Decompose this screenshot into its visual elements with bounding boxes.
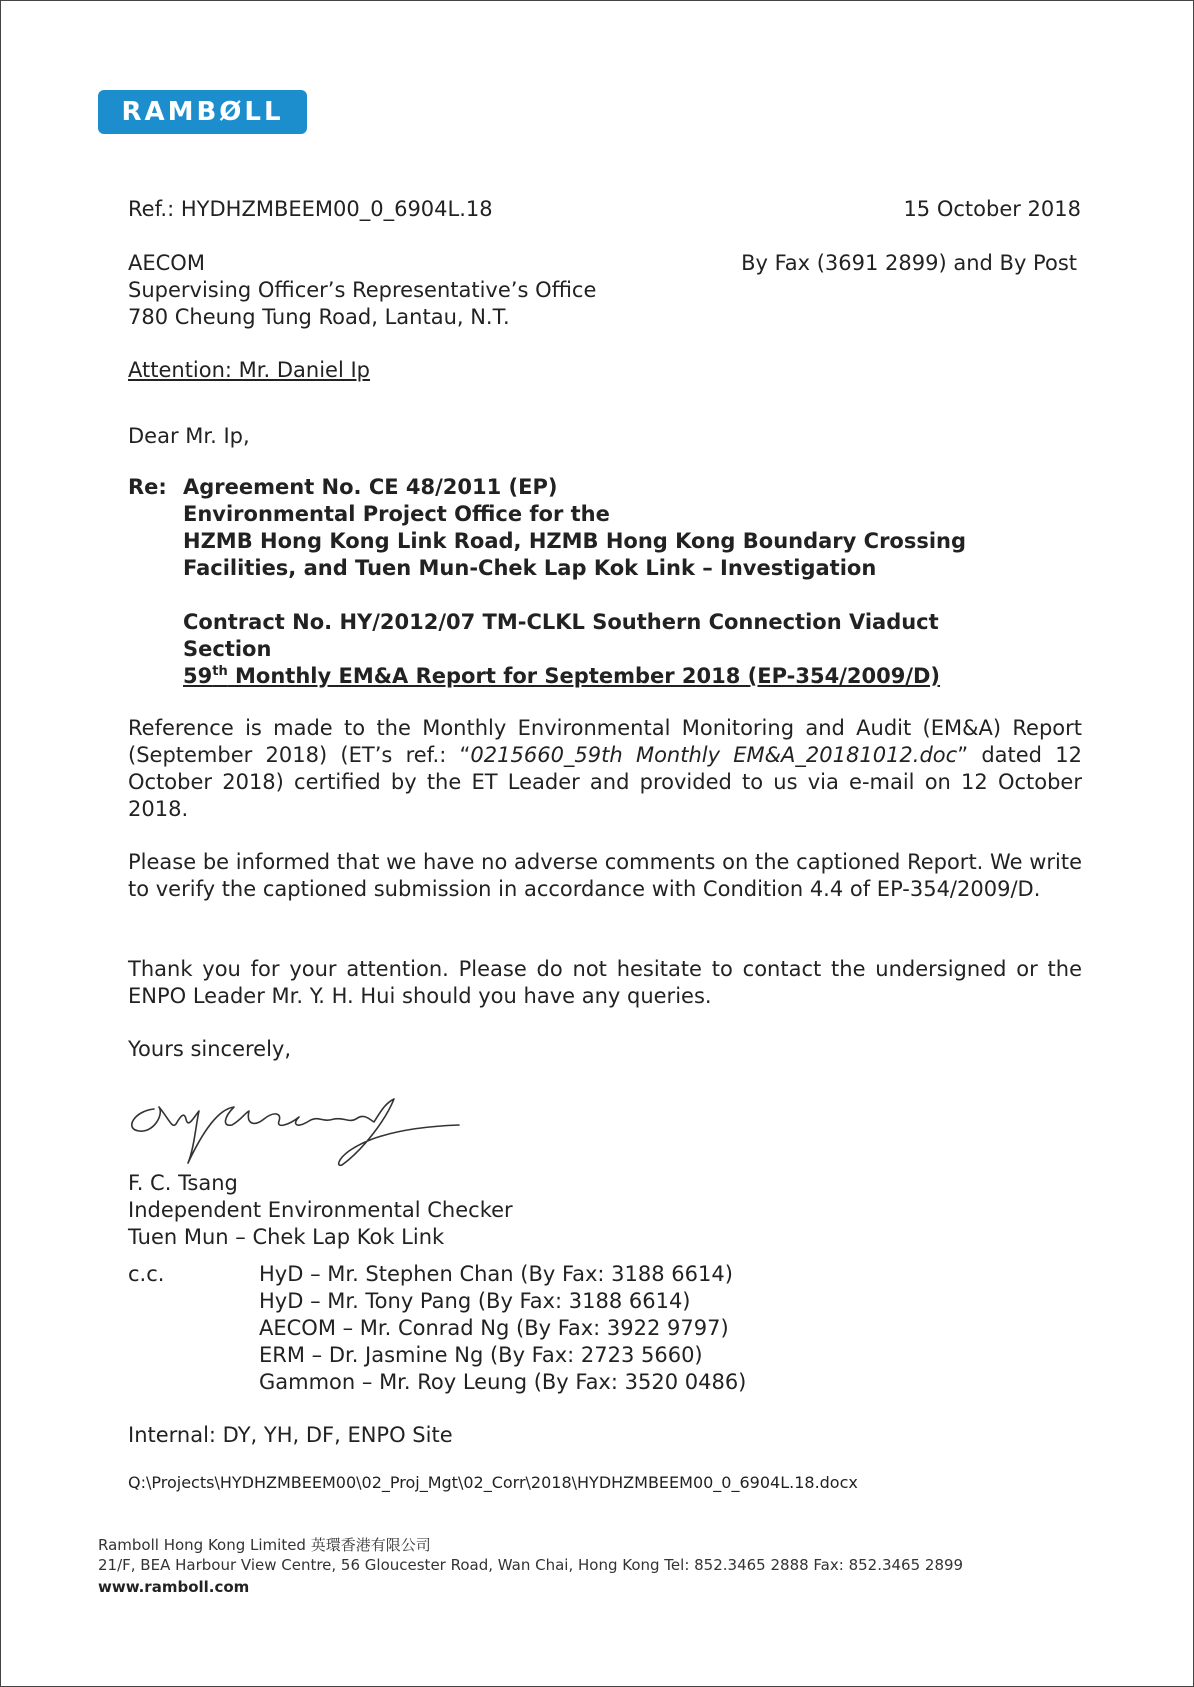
ramboll-logo: RAMBØLL [98,90,307,134]
paragraph-comments: Please be informed that we have no adverse comments on the captioned Report. We write to verify the captioned submission in accordance with Condition 4.4 of EP-354/2009/D. [128,850,1082,901]
contract-line-2: Section [183,637,272,661]
attention-line: Attention: Mr. Daniel Ip [128,358,370,382]
cc-item: HyD – Mr. Tony Pang (By Fax: 3188 6614) [259,1289,691,1313]
subject-line-4: Facilities, and Tuen Mun-Chek Lap Kok Link – Investigation [183,556,877,580]
cc-label: c.c. [128,1262,165,1286]
salutation: Dear Mr. Ip, [128,424,250,448]
delivery-method: By Fax (3691 2899) and By Post [741,251,1077,275]
contract-line-1: Contract No. HY/2012/07 TM-CLKL Southern Connection Viaduct [183,610,939,634]
signatory-project: Tuen Mun – Chek Lap Kok Link [128,1225,445,1249]
recipient-address: 780 Cheung Tung Road, Lantau, N.T. [128,305,510,329]
closing: Yours sincerely, [128,1037,292,1061]
signatory-name: F. C. Tsang [128,1171,238,1195]
signatory-title: Independent Environmental Checker [128,1198,513,1222]
file-path: Q:\Projects\HYDHZMBEEM00\02_Proj_Mgt\02_Corr\2018\HYDHZMBEEM00_0_6904L.18.docx [128,1473,858,1492]
footer-website[interactable]: www.ramboll.com [98,1578,250,1596]
subject-label: Re: [128,475,167,499]
internal-distribution: Internal: DY, YH, DF, ENPO Site [128,1423,453,1447]
cc-list [259,1261,746,1396]
cc-item: HyD – Mr. Stephen Chan (By Fax: 3188 6614) [259,1262,733,1286]
recipient-org: AECOM [128,251,205,275]
handwritten-signature [124,1089,474,1169]
paragraph-thanks: Thank you for your attention. Please do not hesitate to contact the undersigned or the ENPO Leader Mr. Y. H. Hui should you have any queries. [128,957,1082,1008]
subject-line-1: Agreement No. CE 48/2011 (EP) [183,475,558,499]
footer-company: Ramboll Hong Kong Limited 英環香港有限公司 [98,1536,431,1554]
paragraph-reference: Reference is made to the Monthly Environmental Monitoring and Audit (EM&A) Report (September 2018) (ET’s ref.: “0215660_59th Monthly EM&A_20181012.doc” dated 12 October 2018) certified by the ET Leader and provided to us via e-mail on 12 October 2018. [128,716,1082,821]
et-reference-filename: 0215660_59th Monthly EM&A_20181012.doc [470,743,958,767]
footer-address: 21/F, BEA Harbour View Centre, 56 Gloucester Road, Wan Chai, Hong Kong Tel: 852.3465 2888 Fax: 852.3465 2899 [98,1556,964,1574]
cc-item: AECOM – Mr. Conrad Ng (By Fax: 3922 9797) [259,1316,729,1340]
report-title: 59th Monthly EM&A Report for September 2018 (EP-354/2009/D) [183,664,941,688]
cc-item: ERM – Dr. Jasmine Ng (By Fax: 2723 5660) [259,1343,703,1367]
cc-item: Gammon – Mr. Roy Leung (By Fax: 3520 0486) [259,1370,747,1394]
reference-number: Ref.: HYDHZMBEEM00_0_6904L.18 [128,197,493,221]
subject-line-2: Environmental Project Office for the [183,502,610,526]
letter-date: 15 October 2018 [903,197,1081,221]
recipient-office: Supervising Officer’s Representative’s Office [128,278,597,302]
subject-line-3: HZMB Hong Kong Link Road, HZMB Hong Kong Boundary Crossing [183,529,967,553]
